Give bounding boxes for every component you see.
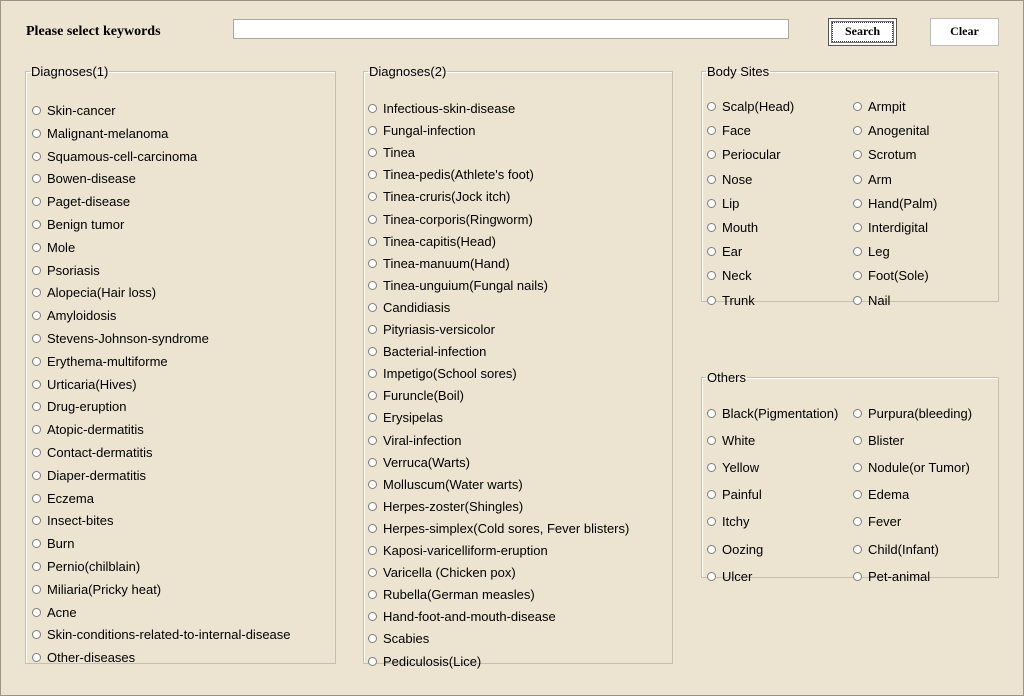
diagnoses-2-option[interactable]: [368, 234, 496, 249]
others-option[interactable]: [853, 460, 970, 475]
diagnoses-1-option-label: Erythema-multiforme: [47, 353, 168, 369]
diagnoses-1-title: Diagnoses(1): [31, 64, 109, 79]
radio-button[interactable]: [368, 126, 377, 135]
radio-button[interactable]: [368, 502, 377, 511]
diagnoses-1-option-label: Burn: [47, 536, 75, 552]
diagnoses-2-option-label: Viral-infection: [383, 432, 462, 448]
body-site-option[interactable]: [707, 99, 794, 114]
diagnoses-2-option[interactable]: [368, 410, 443, 425]
diagnoses-1-option[interactable]: [32, 171, 136, 186]
diagnoses-2-option-label: Pityriasis-versicolor: [383, 322, 495, 337]
diagnoses-1-option[interactable]: [32, 354, 168, 369]
diagnoses-2-option[interactable]: [368, 543, 548, 558]
radio-button[interactable]: [368, 303, 377, 312]
body-site-option-label: Nose: [722, 171, 753, 187]
radio-button[interactable]: [32, 562, 41, 571]
body-site-option-label: Lip: [722, 195, 740, 211]
body-site-option-label: Armpit: [868, 99, 906, 114]
others-option-label: Black(Pigmentation): [722, 406, 839, 421]
radio-button[interactable]: [32, 448, 41, 457]
others-option-label: Pet-animal: [868, 568, 931, 584]
radio-button[interactable]: [32, 630, 41, 639]
others-option-label: Oozing: [722, 541, 764, 557]
others-option-label: Edema: [868, 487, 910, 503]
radio-button[interactable]: [853, 572, 862, 581]
diagnoses-2-option[interactable]: [368, 433, 462, 448]
body-site-option[interactable]: [707, 172, 752, 187]
diagnoses-2-option-label: Molluscum(Water warts): [383, 476, 523, 492]
radio-button[interactable]: [853, 545, 862, 554]
diagnoses-2-option[interactable]: [368, 366, 517, 381]
radio-button[interactable]: [368, 192, 377, 201]
body-sites-group: [701, 64, 999, 308]
others-option[interactable]: [707, 569, 752, 584]
body-site-option[interactable]: [853, 172, 892, 187]
diagnoses-1-option-label: Eczema: [47, 490, 94, 506]
radio-button[interactable]: [32, 585, 41, 594]
diagnoses-1-option-label: Other-diseases: [47, 650, 136, 666]
diagnoses-1-option-label: Acne: [47, 604, 77, 620]
search-input[interactable]: [233, 19, 789, 39]
others-option[interactable]: [707, 514, 749, 529]
others-option[interactable]: [707, 406, 838, 421]
diagnoses-2-option-label: Fungal-infection: [383, 123, 476, 139]
diagnoses-2-option-label: Tinea-manuum(Hand): [383, 255, 510, 271]
body-site-option[interactable]: [707, 244, 742, 259]
radio-button[interactable]: [368, 347, 377, 356]
keywords-label: Please select keywords: [26, 24, 161, 39]
radio-button[interactable]: [853, 409, 862, 418]
radio-button[interactable]: [853, 436, 862, 445]
diagnoses-1-option-label: Malignant-melanoma: [47, 125, 169, 141]
body-site-option[interactable]: [707, 123, 751, 138]
radio-button[interactable]: [368, 281, 377, 290]
diagnoses-1-option-label: Skin-cancer: [47, 103, 116, 118]
others-option[interactable]: [853, 433, 904, 448]
diagnoses-2-group: [363, 64, 673, 669]
diagnoses-1-option-label: Atopic-dermatitis: [47, 422, 144, 438]
radio-button[interactable]: [707, 436, 716, 445]
diagnoses-2-option-label: Candidiasis: [383, 299, 451, 315]
diagnoses-1-option[interactable]: [32, 149, 197, 164]
radio-button[interactable]: [707, 490, 716, 499]
body-site-option-label: Anogenital: [868, 123, 930, 139]
others-option[interactable]: [853, 514, 901, 529]
diagnoses-2-option[interactable]: [368, 609, 556, 624]
radio-button[interactable]: [707, 247, 716, 256]
others-option[interactable]: [707, 542, 763, 557]
body-sites-title: Body Sites: [707, 64, 770, 79]
diagnoses-2-option-label: Hand-foot-and-mouth-disease: [383, 609, 556, 625]
radio-button[interactable]: [32, 494, 41, 503]
diagnoses-2-option-label: Scabies: [383, 631, 430, 647]
diagnoses-2-title: Diagnoses(2): [369, 64, 447, 79]
radio-button[interactable]: [32, 539, 41, 548]
radio-button[interactable]: [707, 199, 716, 208]
body-site-option-label: Ear: [722, 244, 743, 260]
diagnoses-2-option-label: Tinea-cruris(Jock itch): [383, 189, 511, 205]
others-option[interactable]: [853, 487, 909, 502]
others-option-label: Itchy: [722, 514, 750, 530]
radio-button[interactable]: [368, 612, 377, 621]
diagnoses-2-option-label: Herpes-simplex(Cold sores, Fever blisters): [383, 520, 630, 536]
radio-button[interactable]: [707, 517, 716, 526]
body-site-option[interactable]: [853, 123, 929, 138]
others-option[interactable]: [707, 487, 762, 502]
diagnoses-2-option[interactable]: [368, 101, 515, 116]
diagnoses-1-option-label: Psoriasis: [47, 262, 100, 278]
radio-button[interactable]: [368, 237, 377, 246]
radio-button[interactable]: [707, 572, 716, 581]
diagnoses-1-option-label: Squamous-cell-carcinoma: [47, 148, 198, 164]
diagnoses-1-option[interactable]: [32, 513, 113, 528]
diagnoses-2-option[interactable]: [368, 145, 415, 160]
diagnoses-2-option[interactable]: [368, 322, 495, 337]
body-site-option[interactable]: [853, 268, 929, 283]
radio-button[interactable]: [368, 480, 377, 489]
diagnoses-2-option-label: Pediculosis(Lice): [383, 653, 482, 669]
diagnoses-1-option-label: Pernio(chilblain): [47, 559, 141, 574]
diagnoses-1-option[interactable]: [32, 627, 291, 642]
diagnoses-1-option-label: Alopecia(Hair loss): [47, 285, 157, 301]
body-site-option-label: Nail: [868, 292, 891, 308]
others-option-label: Yellow: [722, 460, 760, 476]
diagnoses-2-option[interactable]: [368, 189, 510, 204]
diagnoses-2-option[interactable]: [368, 631, 429, 646]
diagnoses-1-option-label: Bowen-disease: [47, 171, 136, 187]
diagnoses-1-option[interactable]: [32, 536, 74, 551]
radio-button[interactable]: [707, 223, 716, 232]
body-site-option[interactable]: [707, 268, 752, 283]
diagnoses-2-option-label: Verruca(Warts): [383, 454, 470, 470]
diagnoses-2-option-label: Tinea: [383, 145, 416, 161]
diagnoses-1-option[interactable]: [32, 240, 75, 255]
radio-button[interactable]: [368, 325, 377, 334]
others-option-label: Nodule(or Tumor): [868, 460, 970, 476]
diagnoses-2-option[interactable]: [368, 521, 629, 536]
diagnoses-1-option[interactable]: [32, 582, 161, 597]
others-option-label: Blister: [868, 433, 905, 449]
diagnoses-1-option[interactable]: [32, 331, 209, 346]
body-site-option[interactable]: [853, 220, 928, 235]
diagnoses-2-option[interactable]: [368, 300, 450, 315]
others-option[interactable]: [707, 460, 759, 475]
others-option[interactable]: [707, 433, 755, 448]
diagnoses-2-option[interactable]: [368, 388, 464, 403]
radio-button[interactable]: [707, 126, 716, 135]
diagnoses-1-option[interactable]: [32, 605, 77, 620]
diagnoses-1-option-label: Amyloidosis: [47, 308, 117, 324]
diagnoses-2-option-label: Tinea-pedis(Athlete's foot): [383, 167, 534, 183]
search-button[interactable]: Search: [828, 18, 897, 46]
radio-button[interactable]: [368, 436, 377, 445]
radio-button[interactable]: [32, 471, 41, 480]
body-site-option-label: Scalp(Head): [722, 99, 795, 114]
radio-button[interactable]: [707, 150, 716, 159]
diagnoses-1-option[interactable]: [32, 422, 144, 437]
diagnoses-1-group: [25, 64, 336, 664]
body-site-option-label: Interdigital: [868, 220, 928, 235]
radio-button[interactable]: [32, 106, 41, 115]
body-site-option-label: Face: [722, 123, 751, 139]
others-option-label: White: [722, 433, 756, 449]
diagnoses-1-option[interactable]: [32, 285, 156, 300]
radio-button[interactable]: [32, 174, 41, 183]
radio-button[interactable]: [32, 653, 41, 662]
body-site-option[interactable]: [853, 244, 890, 259]
radio-button[interactable]: [368, 369, 377, 378]
diagnoses-2-option[interactable]: [368, 587, 535, 602]
radio-button[interactable]: [32, 243, 41, 252]
radio-button[interactable]: [853, 296, 862, 305]
radio-button[interactable]: [368, 215, 377, 224]
radio-button[interactable]: [368, 104, 377, 113]
diagnoses-1-option[interactable]: [32, 217, 124, 232]
body-site-option[interactable]: [707, 220, 758, 235]
diagnoses-2-option-label: Varicella (Chicken pox): [383, 565, 516, 581]
diagnoses-1-option-label: Miliaria(Pricky heat): [47, 581, 162, 597]
body-site-option[interactable]: [853, 196, 937, 211]
diagnoses-1-option[interactable]: [32, 468, 146, 483]
others-group: [701, 370, 999, 584]
radio-button[interactable]: [853, 490, 862, 499]
diagnoses-1-option[interactable]: [32, 126, 168, 141]
body-site-option-label: Foot(Sole): [868, 268, 929, 284]
diagnoses-2-option[interactable]: [368, 123, 476, 138]
radio-button[interactable]: [32, 311, 41, 320]
radio-button[interactable]: [853, 223, 862, 232]
others-option-label: Child(Infant): [868, 541, 939, 557]
radio-button[interactable]: [853, 175, 862, 184]
radio-button[interactable]: [707, 296, 716, 305]
diagnoses-2-option[interactable]: [368, 654, 481, 669]
radio-button[interactable]: [368, 524, 377, 533]
radio-button[interactable]: [32, 129, 41, 138]
radio-button[interactable]: [368, 634, 377, 643]
diagnoses-2-option[interactable]: [368, 344, 486, 359]
radio-button[interactable]: [32, 197, 41, 206]
body-site-option[interactable]: [853, 147, 916, 162]
diagnoses-2-option-label: Bacterial-infection: [383, 344, 487, 360]
body-site-option[interactable]: [707, 147, 781, 162]
diagnoses-1-option-label: Paget-disease: [47, 194, 131, 210]
radio-button[interactable]: [32, 288, 41, 297]
body-site-option-label: Scrotum: [868, 147, 917, 163]
body-site-option-label: Arm: [868, 171, 892, 187]
diagnoses-1-option[interactable]: [32, 559, 140, 574]
diagnoses-1-option-label: Diaper-dermatitis: [47, 467, 146, 483]
radio-button[interactable]: [707, 175, 716, 184]
others-option[interactable]: [853, 569, 930, 584]
diagnoses-1-option[interactable]: [32, 263, 100, 278]
diagnoses-1-option[interactable]: [32, 491, 94, 506]
body-site-option[interactable]: [853, 293, 890, 308]
radio-button[interactable]: [853, 199, 862, 208]
others-option-label: Painful: [722, 487, 762, 503]
others-option[interactable]: [853, 406, 972, 421]
radio-button[interactable]: [853, 517, 862, 526]
diagnoses-2-option[interactable]: [368, 256, 510, 271]
diagnoses-2-option-label: Herpes-zoster(Shingles): [383, 498, 524, 514]
diagnoses-2-option-label: Tinea-unguium(Fungal nails): [383, 277, 548, 293]
radio-button[interactable]: [707, 409, 716, 418]
radio-button[interactable]: [368, 170, 377, 179]
diagnoses-2-option[interactable]: [368, 565, 516, 580]
diagnoses-1-option[interactable]: [32, 377, 137, 392]
body-site-option[interactable]: [707, 196, 739, 211]
diagnoses-2-option-label: Kaposi-varicelliform-eruption: [383, 543, 548, 558]
radio-button[interactable]: [32, 220, 41, 229]
body-site-option-label: Hand(Palm): [868, 195, 938, 211]
diagnoses-1-option[interactable]: [32, 650, 135, 665]
radio-button[interactable]: [368, 148, 377, 157]
radio-button[interactable]: [853, 126, 862, 135]
radio-button[interactable]: [368, 546, 377, 555]
diagnoses-1-option[interactable]: [32, 194, 130, 209]
radio-button[interactable]: [32, 608, 41, 617]
others-option-label: Fever: [868, 514, 902, 530]
others-title: Others: [707, 370, 747, 385]
radio-button[interactable]: [368, 590, 377, 599]
diagnoses-2-option-label: Furuncle(Boil): [383, 388, 464, 404]
diagnoses-2-option-label: Tinea-corporis(Ringworm): [383, 211, 533, 227]
radio-button[interactable]: [32, 266, 41, 275]
radio-button[interactable]: [707, 271, 716, 280]
diagnoses-2-option[interactable]: [368, 455, 470, 470]
radio-button[interactable]: [32, 402, 41, 411]
diagnoses-2-option-label: Impetigo(School sores): [383, 366, 517, 382]
diagnoses-2-option[interactable]: [368, 212, 533, 227]
radio-button[interactable]: [368, 657, 377, 666]
others-option[interactable]: [853, 542, 939, 557]
diagnoses-1-option-label: Stevens-Johnson-syndrome: [47, 331, 209, 346]
diagnoses-1-option[interactable]: [32, 445, 152, 460]
radio-button[interactable]: [368, 259, 377, 268]
diagnoses-1-option-label: Benign tumor: [47, 217, 125, 232]
radio-button[interactable]: [853, 271, 862, 280]
diagnoses-2-option[interactable]: [368, 499, 523, 514]
body-site-option-label: Neck: [722, 268, 752, 284]
radio-button[interactable]: [853, 102, 862, 111]
radio-button[interactable]: [32, 152, 41, 161]
diagnoses-1-option-label: Insect-bites: [47, 513, 114, 529]
diagnoses-2-option[interactable]: [368, 477, 523, 492]
diagnoses-1-option-label: Urticaria(Hives): [47, 376, 137, 392]
others-option-label: Ulcer: [722, 568, 753, 584]
diagnoses-1-option[interactable]: [32, 308, 116, 323]
body-site-option-label: Mouth: [722, 220, 759, 235]
diagnoses-2-option[interactable]: [368, 278, 548, 293]
radio-button[interactable]: [853, 150, 862, 159]
body-site-option-label: Periocular: [722, 147, 781, 163]
radio-button[interactable]: [32, 334, 41, 343]
diagnoses-1-option-label: Drug-eruption: [47, 399, 127, 415]
radio-button[interactable]: [707, 102, 716, 111]
diagnoses-2-option-label: Infectious-skin-disease: [383, 101, 516, 116]
radio-button[interactable]: [32, 516, 41, 525]
diagnoses-1-option-label: Skin-conditions-related-to-internal-disease: [47, 627, 291, 643]
diagnoses-1-option-label: Mole: [47, 239, 76, 255]
diagnoses-1-option[interactable]: [32, 103, 116, 118]
radio-button[interactable]: [368, 391, 377, 400]
diagnoses-2-option-label: Tinea-capitis(Head): [383, 233, 496, 249]
radio-button[interactable]: [707, 463, 716, 472]
diagnoses-2-option[interactable]: [368, 167, 534, 182]
radio-button[interactable]: [368, 568, 377, 577]
radio-button[interactable]: [368, 458, 377, 467]
diagnoses-1-option[interactable]: [32, 399, 127, 414]
diagnoses-2-option-label: Erysipelas: [383, 410, 443, 426]
diagnoses-2-option-label: Rubella(German measles): [383, 587, 535, 603]
radio-button[interactable]: [32, 425, 41, 434]
body-site-option[interactable]: [707, 293, 755, 308]
clear-button[interactable]: Clear: [930, 18, 999, 46]
radio-button[interactable]: [32, 380, 41, 389]
body-site-option-label: Leg: [868, 244, 890, 260]
radio-button[interactable]: [853, 463, 862, 472]
radio-button[interactable]: [32, 357, 41, 366]
radio-button[interactable]: [368, 413, 377, 422]
body-site-option-label: Trunk: [722, 292, 755, 308]
others-option-label: Purpura(bleeding): [868, 406, 973, 421]
radio-button[interactable]: [707, 545, 716, 554]
radio-button[interactable]: [853, 247, 862, 256]
body-site-option[interactable]: [853, 99, 906, 114]
diagnoses-1-option-label: Contact-dermatitis: [47, 445, 153, 460]
